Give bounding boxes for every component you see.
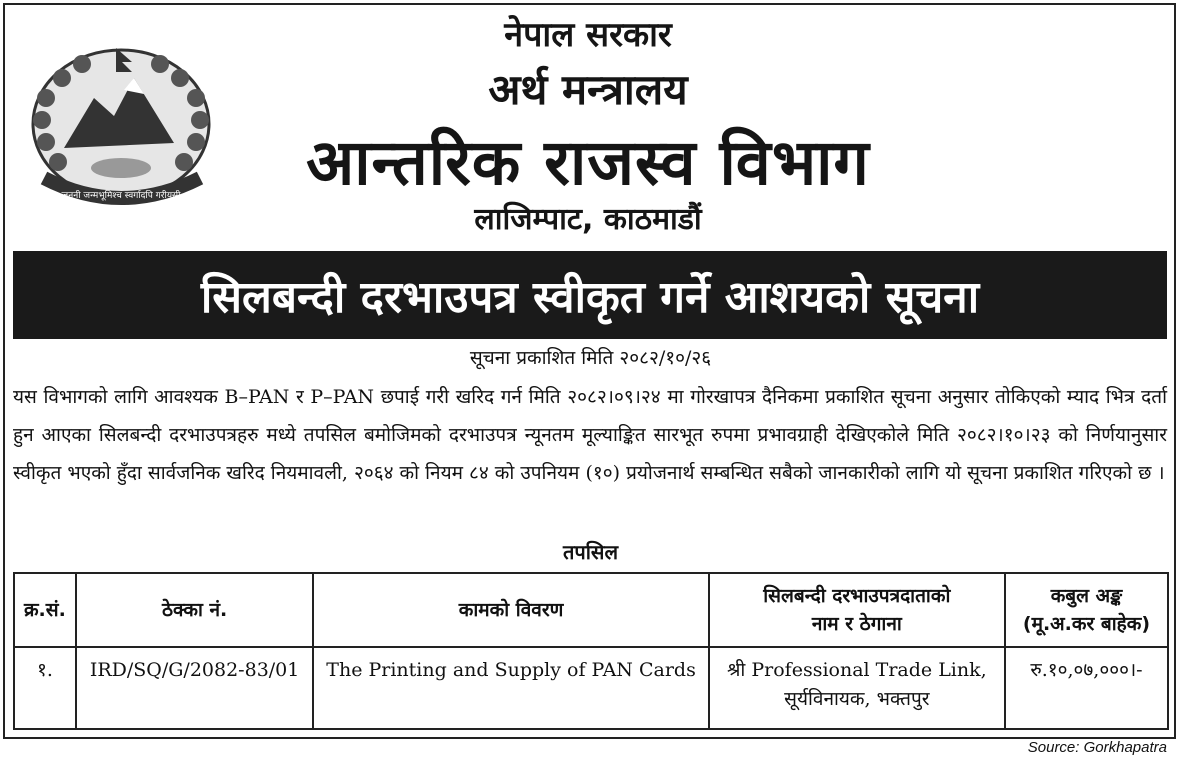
notice-title: सिलबन्दी दरभाउपत्र स्वीकृत गर्ने आशयको सूचना (200, 272, 980, 323)
notice-body: यस विभागको लागि आवश्यक B–PAN र P–PAN छपाई गरी खरिद गर्न मिति २०८२।०९।२४ मा गोरखापत्र दैनिकमा प्रकाशित सूचना अनुसार तोकिएको म्याद भित्र दर्ता हुन आएका सिलबन्दी दरभाउपत्रहरु मध्ये तपसिल बमोजिमको दरभाउपत्र न्यूनतम मूल्याङ्कित सारभूत रुपमा प्रभावग्राही देखिएकोले मिति २०८२।१०।२३ को निर्णयानुसार स्वीकृत भएको हुँदा सार्वजनिक खरिद नियमावली, २०६४ को नियम ८४ को उपनियम (१०) प्रयोजनार्थ सम्बन्धित सबैको जानकारीको लागि यो सूचना प्रकाशित गरिएको छ । (13, 386, 1167, 484)
cell-description: The Printing and Supply of PAN Cards (313, 647, 708, 729)
header-contract-no: ठेक्का नं. (76, 573, 314, 647)
header-amount-line1: कबुल अङ्क (1050, 585, 1123, 607)
department-name: आन्तरिक राजस्व विभाग (306, 126, 870, 199)
table-header-row (14, 573, 1168, 647)
ministry-name: अर्थ मन्त्रालय (488, 65, 688, 114)
table-row (14, 647, 1168, 729)
schedule-heading: तपसिल (562, 540, 619, 564)
header-amount (1005, 573, 1168, 647)
cell-bidder-line1: श्री Professional Trade Link, (726, 659, 987, 681)
emblem-motto: जननी जन्मभूमिश्च स्वर्गादपि गरीयसी (61, 191, 181, 201)
cell-amount: रु.१०,०७,०००।- (1005, 647, 1168, 729)
header-bidder-line1: सिलबन्दी दरभाउपत्रदाताको (763, 585, 951, 607)
notice-title-banner (13, 251, 1167, 339)
header-bidder-line2: नाम र ठेगाना (811, 613, 902, 635)
cell-bidder (709, 647, 1005, 729)
government-name: नेपाल सरकार (504, 15, 672, 55)
nepal-emblem-icon (24, 38, 219, 208)
source-credit: Source: Gorkhapatra (1027, 739, 1167, 756)
header-amount-line2: (मू.अ.कर बाहेक) (1022, 613, 1151, 635)
header-bidder (709, 573, 1005, 647)
header-sn: क्र.सं. (14, 573, 76, 647)
header-description: कामको विवरण (313, 573, 708, 647)
award-table (13, 572, 1169, 730)
department-address: लाजिम्पाट, काठमाडौं (474, 202, 702, 237)
cell-bidder-line2: सूर्यविनायक, भक्तपुर (784, 688, 930, 710)
cell-contract-no: IRD/SQ/G/2082-83/01 (76, 647, 314, 729)
cell-sn: १. (14, 647, 76, 729)
published-date: सूचना प्रकाशित मिति २०८२/१०/२६ (469, 347, 712, 369)
